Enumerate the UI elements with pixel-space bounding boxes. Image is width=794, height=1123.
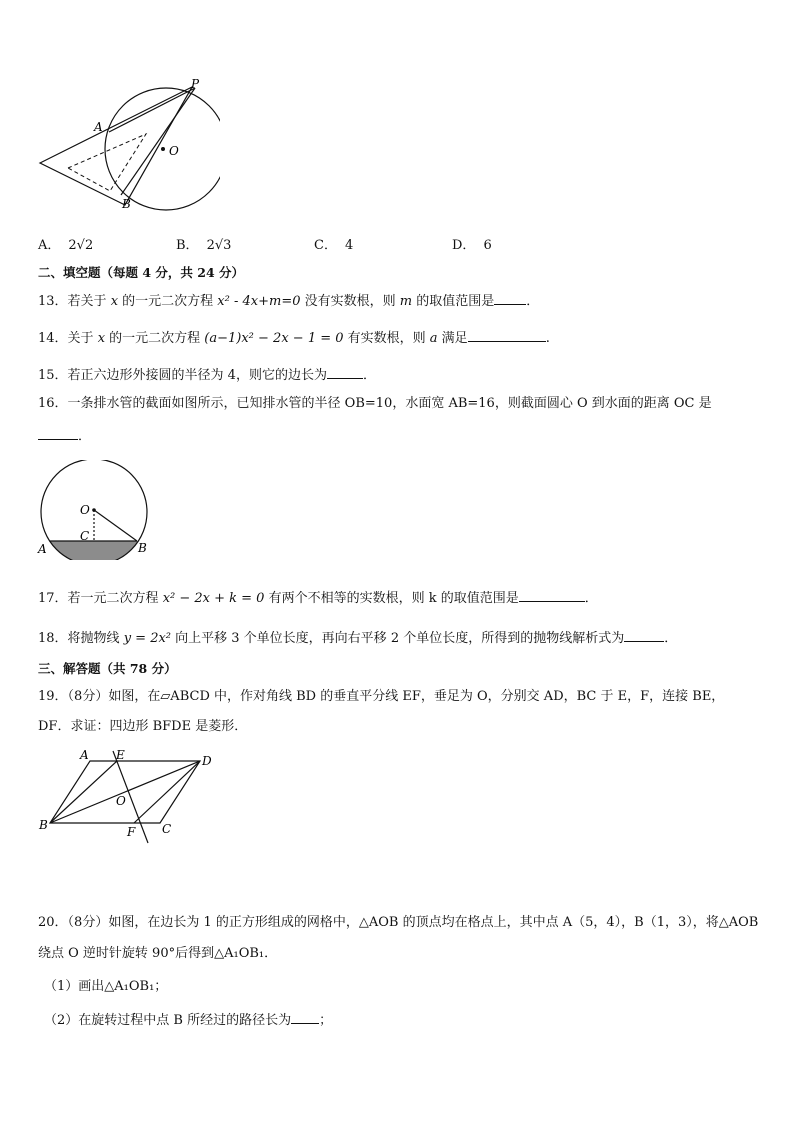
figure-circle-triangle bbox=[30, 75, 220, 215]
option-b: B． 2√3 bbox=[176, 238, 232, 253]
label-b: B bbox=[122, 197, 131, 211]
label-o: O bbox=[116, 794, 126, 808]
answer-blank[interactable] bbox=[291, 1010, 319, 1024]
label-b: B bbox=[39, 818, 48, 832]
label-e: E bbox=[116, 748, 125, 762]
label-o: O bbox=[169, 144, 179, 158]
chord-ap bbox=[109, 88, 195, 132]
segment-df bbox=[134, 761, 200, 823]
question-15: 15．若正六边形外接圆的半径为 4，则它的边长为 ． bbox=[38, 365, 376, 385]
question-19-line2: DF．求证：四边形 BFDE 是菱形． bbox=[38, 719, 248, 734]
question-17: 17．若一元二次方程 x² − 2x + k = 0 有两个不相等的实数根，则 k 的取值范围是 ． bbox=[38, 588, 598, 608]
center-dot bbox=[161, 147, 165, 151]
option-a: A． 2√2 bbox=[38, 238, 94, 253]
question-19-line1: 19．（8分）如图，在▱ABCD 中，作对角线 BD 的垂直平分线 EF，垂足为 O，分别交 AD，BC 于 E，F，连接 BE， bbox=[38, 689, 725, 704]
label-c: C bbox=[162, 822, 172, 836]
label-a: A bbox=[38, 542, 47, 556]
answer-blank[interactable] bbox=[468, 328, 546, 342]
question-14: 14．关于 x 的一元二次方程 (a−1)x² − 2x − 1 = 0 有实数根，则 a 满足 . bbox=[38, 328, 550, 348]
answer-blank[interactable] bbox=[38, 426, 78, 440]
answer-blank[interactable] bbox=[327, 365, 363, 379]
answer-blank[interactable] bbox=[519, 588, 585, 602]
segment-ob bbox=[94, 510, 137, 541]
question-20-line2: 绕点 O 逆时针旋转 90°后得到△A₁OB₁． bbox=[38, 946, 278, 961]
label-d: D bbox=[202, 754, 212, 768]
figure-drain-pipe bbox=[30, 460, 160, 560]
label-a: A bbox=[80, 748, 89, 762]
label-b: B bbox=[138, 541, 147, 555]
label-a: A bbox=[94, 120, 103, 134]
option-d: D． 6 bbox=[452, 238, 492, 253]
question-16-blank: ． bbox=[38, 426, 91, 446]
label-f: F bbox=[127, 825, 136, 839]
label-o: O bbox=[80, 503, 90, 517]
question-16: 16．一条排水管的截面如图所示，已知排水管的半径 OB=10，水面宽 AB=16，则截面圆心 O 到水面的距离 OC 是 bbox=[38, 396, 712, 411]
question-13: 13．若关于 x 的一元二次方程 x² - 4x+m=0 没有实数根，则 m 的取值范围是 ． bbox=[38, 291, 539, 311]
center-dot bbox=[92, 508, 96, 512]
question-18: 18．将抛物线 y = 2x² 向上平移 3 个单位长度，再向右平移 2 个单位长度，所得到的抛物线解析式为 ． bbox=[38, 628, 677, 648]
section-2-title: 二、填空题（每题 4 分，共 24 分） bbox=[38, 265, 245, 280]
diagonal-bd bbox=[50, 761, 200, 823]
section-3-title: 三、解答题（共 78 分） bbox=[38, 661, 177, 676]
label-c: C bbox=[80, 529, 90, 543]
answer-blank[interactable] bbox=[624, 628, 664, 642]
answer-blank[interactable] bbox=[494, 291, 526, 305]
label-p: P bbox=[191, 77, 200, 91]
figure-parallelogram bbox=[30, 745, 230, 845]
option-c: C． 4 bbox=[314, 238, 354, 253]
question-20-sub2: （2）在旋转过程中点 B 所经过的路径长为 ； bbox=[44, 1010, 332, 1030]
question-20-line1: 20．（8分）如图，在边长为 1 的正方形组成的网格中，△AOB 的顶点均在格点上，其中点 A（5，4），B（1，3），将△AOB bbox=[38, 915, 759, 930]
question-20-sub1: （1）画出△A₁OB₁； bbox=[44, 979, 168, 994]
